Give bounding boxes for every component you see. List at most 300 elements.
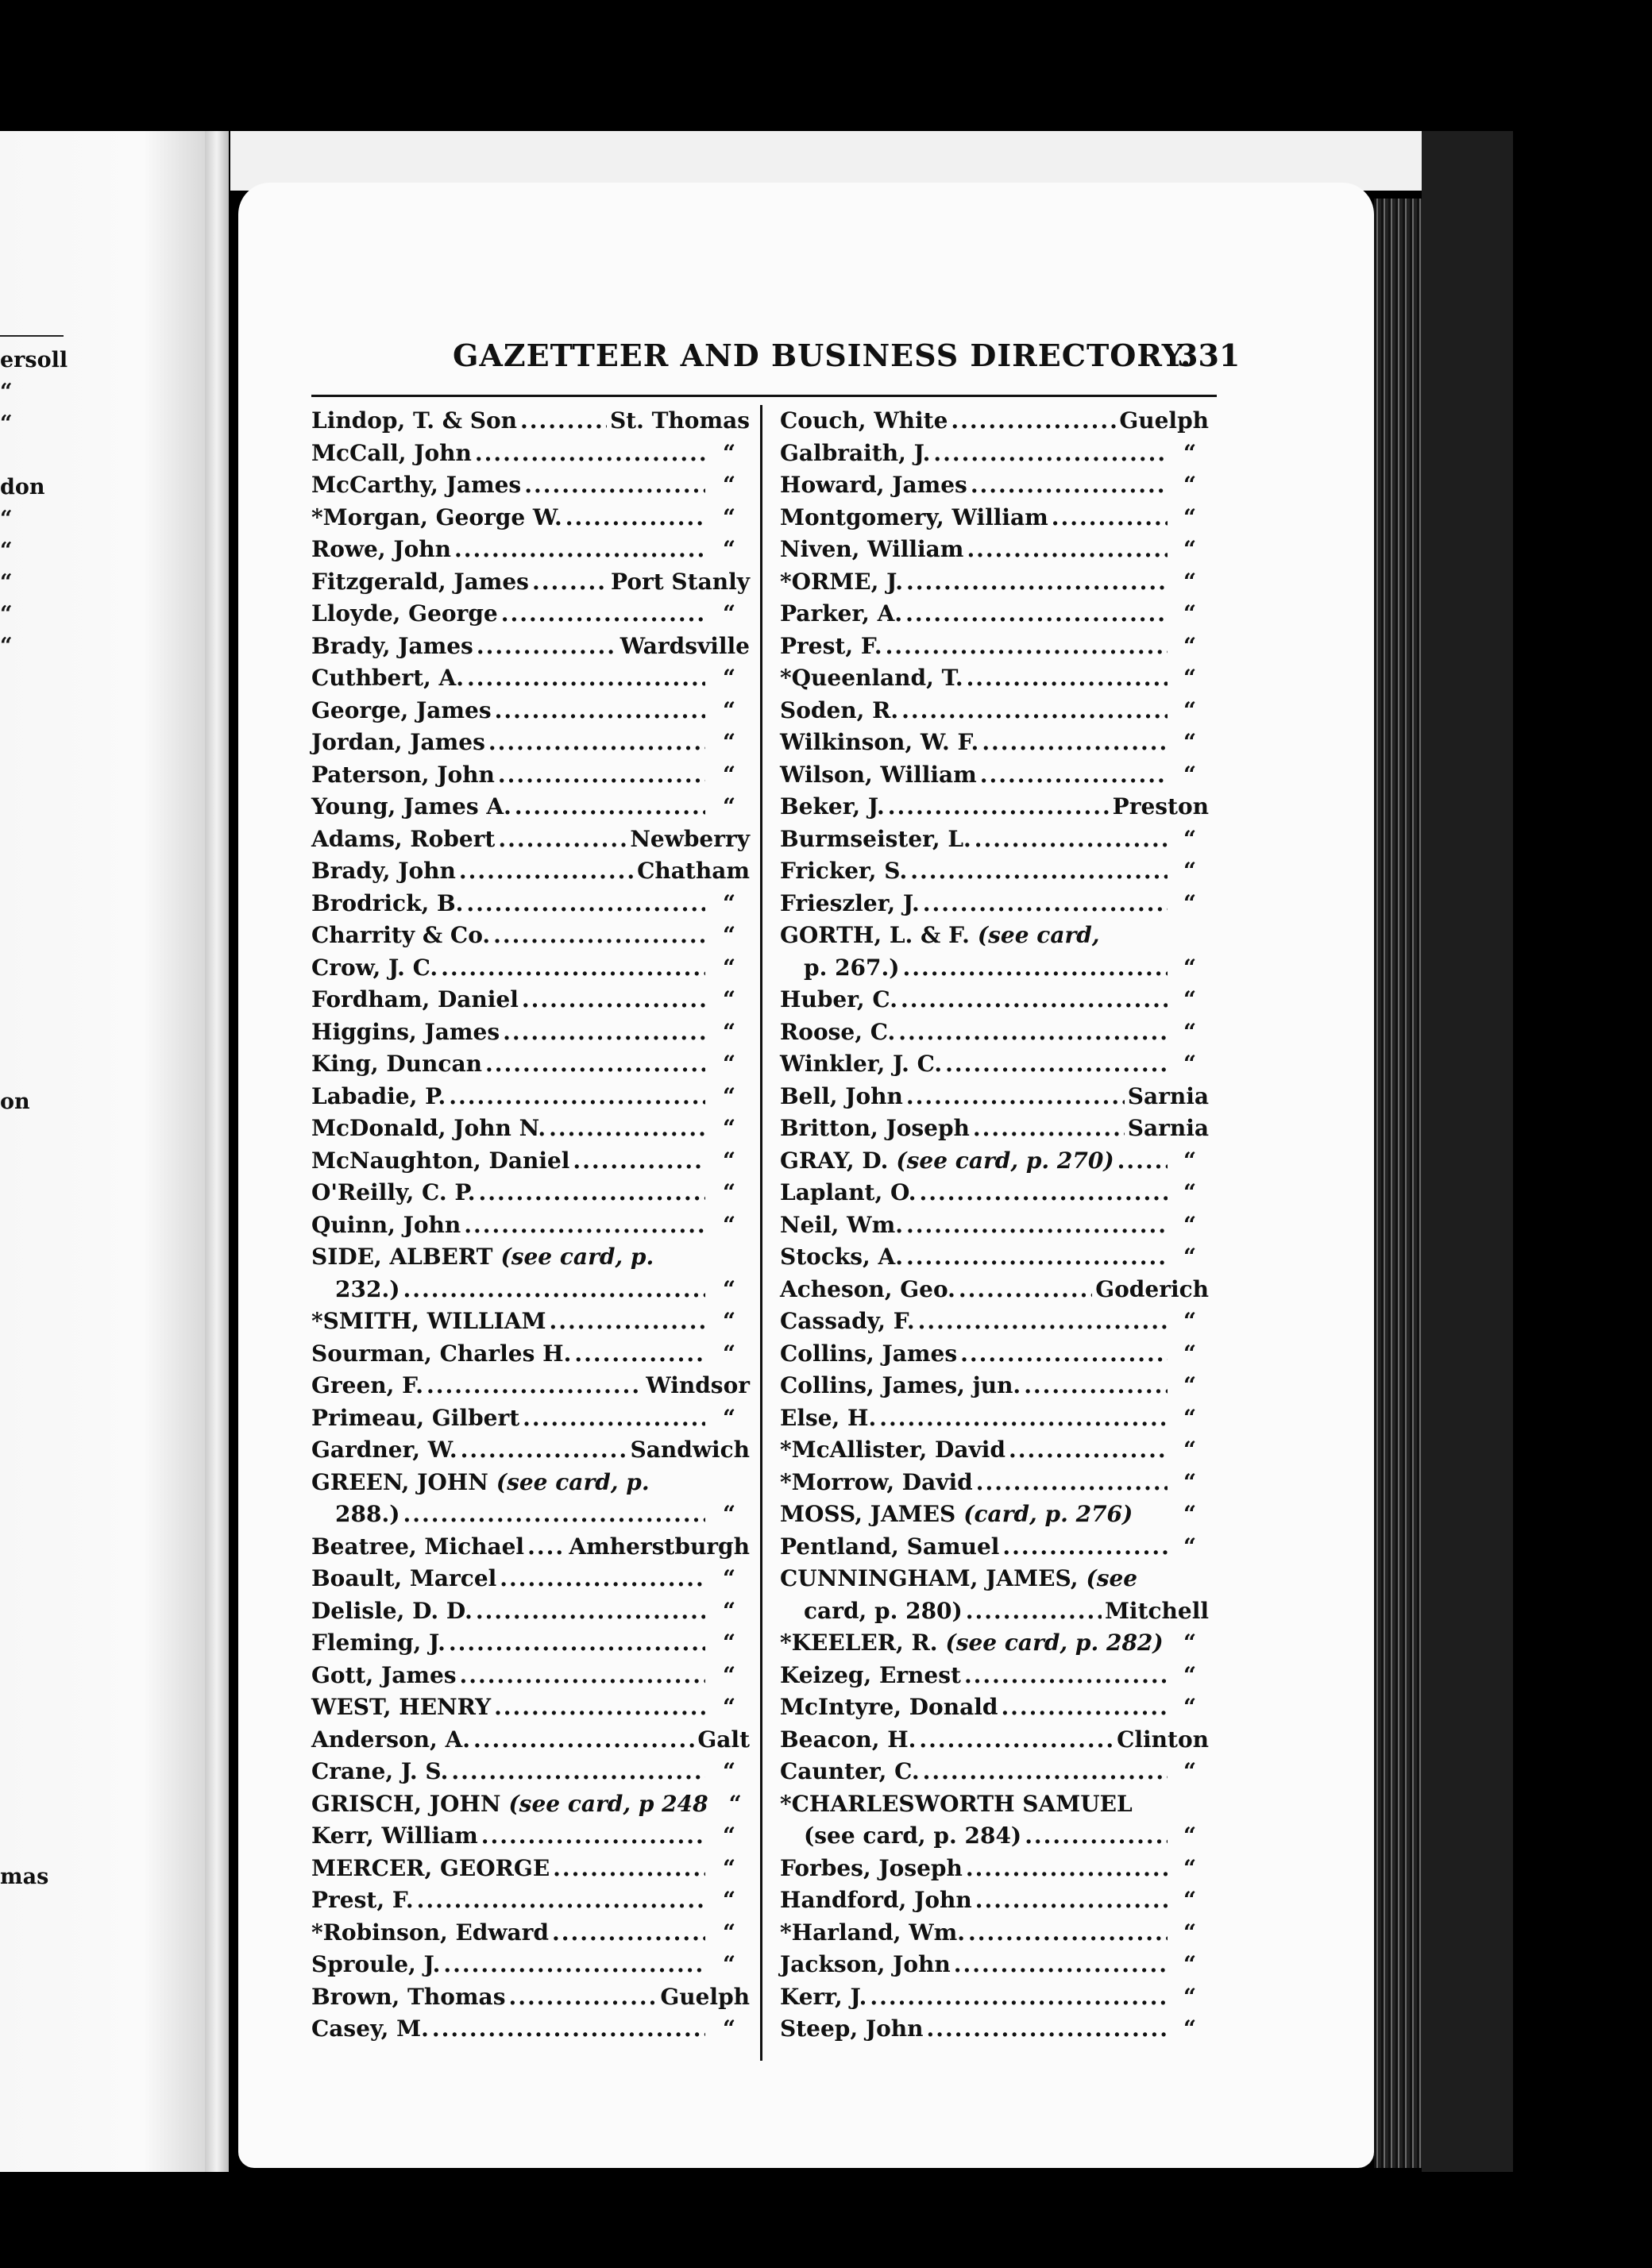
entry-name: Neil, Wm. bbox=[780, 1211, 903, 1238]
directory-entry bbox=[780, 1212, 1209, 1244]
dot-leader bbox=[403, 1501, 705, 1527]
dot-leader bbox=[460, 1662, 705, 1688]
entry-name: Charrity & Co. bbox=[311, 922, 491, 948]
entry-name: GRISCH, JOHN bbox=[311, 1790, 501, 1817]
entry-place: “ bbox=[1183, 1661, 1197, 1688]
directory-entry bbox=[780, 2015, 1209, 2048]
directory-entry bbox=[780, 922, 1209, 955]
dot-leader bbox=[515, 793, 705, 820]
dot-leader bbox=[919, 1726, 1114, 1753]
dot-leader bbox=[901, 697, 1168, 723]
directory-entry bbox=[780, 1276, 1209, 1309]
dot-leader bbox=[968, 1919, 1168, 1946]
entry-name: Sourman, Charles H. bbox=[311, 1340, 572, 1367]
entry-name: Young, James A. bbox=[311, 793, 511, 820]
directory-entry bbox=[780, 1244, 1209, 1276]
entry-name: Parker, A. bbox=[780, 600, 903, 627]
dot-leader bbox=[508, 1984, 657, 2010]
directory-entry bbox=[311, 1244, 750, 1276]
directory-entry bbox=[780, 986, 1209, 1019]
directory-entry bbox=[780, 762, 1209, 794]
dot-leader bbox=[473, 1726, 694, 1753]
entry-name: McDonald, John N. bbox=[311, 1115, 546, 1141]
dot-leader bbox=[552, 1919, 705, 1946]
directory-entry bbox=[780, 1662, 1209, 1695]
dot-leader bbox=[493, 922, 705, 948]
entry-place: “ bbox=[722, 1340, 736, 1367]
entry-place: “ bbox=[722, 1211, 736, 1238]
directory-entry bbox=[311, 1758, 750, 1791]
dot-leader bbox=[403, 1276, 705, 1302]
dot-leader bbox=[954, 1951, 1168, 1977]
directory-entry bbox=[311, 858, 750, 890]
dot-leader bbox=[971, 472, 1168, 498]
entry-place: “ bbox=[1183, 696, 1197, 723]
entry-place: “ bbox=[722, 600, 736, 627]
entry-place: “ bbox=[722, 1275, 736, 1302]
directory-entry bbox=[780, 1822, 1209, 1855]
entry-name: Couch, White bbox=[780, 407, 948, 434]
previous-page-rule bbox=[0, 335, 64, 337]
entry-place: “ bbox=[1183, 1919, 1197, 1946]
dot-leader bbox=[500, 1565, 705, 1591]
dot-leader bbox=[449, 1083, 705, 1109]
entry-place: “ bbox=[1183, 858, 1197, 884]
directory-entry bbox=[311, 1855, 750, 1888]
entry-place: “ bbox=[722, 1565, 736, 1591]
entry-place: “ bbox=[1183, 1308, 1197, 1334]
directory-entry bbox=[311, 1083, 750, 1116]
entry-name: *Morgan, George W. bbox=[311, 503, 562, 530]
dot-leader bbox=[980, 762, 1168, 788]
entry-name: (see card, p. 284) bbox=[804, 1822, 1022, 1849]
entry-place: “ bbox=[1183, 1244, 1197, 1270]
entry-name: Collins, James, jun. bbox=[780, 1372, 1021, 1398]
entry-name: *ORME, J. bbox=[780, 568, 903, 595]
entry-card-reference: (see card, p. bbox=[500, 1244, 654, 1270]
entry-place: “ bbox=[1183, 1758, 1197, 1784]
entry-name: GORTH, L. & F. bbox=[780, 922, 970, 948]
entry-name: Fleming, J. bbox=[311, 1630, 446, 1656]
previous-page-fragment-text: “ bbox=[0, 570, 13, 595]
directory-entry bbox=[311, 569, 750, 601]
dot-leader bbox=[467, 665, 705, 691]
dot-leader bbox=[966, 1598, 1102, 1624]
dot-leader bbox=[886, 633, 1168, 659]
entry-name: Casey, M. bbox=[311, 2015, 429, 2042]
entry-name: Brady, John bbox=[311, 858, 456, 884]
directory-entry bbox=[780, 1405, 1209, 1437]
dot-leader bbox=[451, 1758, 705, 1784]
directory-entry bbox=[311, 1822, 750, 1855]
dot-leader bbox=[466, 890, 705, 916]
entry-name: Cassady, F. bbox=[780, 1308, 915, 1334]
entry-place: “ bbox=[728, 1790, 742, 1817]
directory-entry bbox=[311, 1598, 750, 1630]
entry-name: Lindop, T. & Son bbox=[311, 407, 518, 434]
directory-entry bbox=[780, 1758, 1209, 1791]
dot-leader bbox=[565, 504, 705, 530]
entry-name: Burmseister, L. bbox=[780, 825, 971, 852]
directory-entry bbox=[780, 1308, 1209, 1340]
entry-place: “ bbox=[722, 1115, 736, 1141]
entry-card-reference: (see card, p. 282) bbox=[945, 1630, 1164, 1656]
entry-name: Beker, J. bbox=[780, 793, 885, 820]
entry-place: “ bbox=[722, 1018, 736, 1045]
dot-leader bbox=[475, 440, 705, 466]
entry-place: Port Stanly bbox=[611, 568, 750, 595]
dot-leader bbox=[966, 1855, 1168, 1881]
dot-leader bbox=[498, 826, 627, 852]
entry-place: “ bbox=[1183, 1051, 1197, 1077]
entry-name: Cuthbert, A. bbox=[311, 665, 464, 691]
directory-entry bbox=[780, 1533, 1209, 1566]
entry-name: McCarthy, James bbox=[311, 472, 522, 498]
dot-leader bbox=[479, 1179, 706, 1205]
directory-entry bbox=[311, 600, 750, 633]
previous-page-fragment-text: “ bbox=[0, 538, 13, 563]
header-rule bbox=[311, 395, 1217, 397]
dot-leader bbox=[1001, 1694, 1168, 1720]
entry-name: Galbraith, J. bbox=[780, 439, 931, 466]
entry-place: “ bbox=[1183, 1887, 1197, 1913]
directory-entry bbox=[780, 1565, 1209, 1598]
dot-leader bbox=[967, 536, 1168, 562]
directory-column-right bbox=[780, 407, 1209, 2048]
entry-name: Prest, F. bbox=[311, 1887, 414, 1913]
entry-name: Huber, C. bbox=[780, 986, 897, 1012]
entry-name: Collins, James bbox=[780, 1340, 958, 1367]
entry-name: Green, F. bbox=[311, 1372, 423, 1398]
dot-leader bbox=[443, 1951, 705, 1977]
dot-leader bbox=[906, 569, 1168, 595]
entry-place: “ bbox=[1183, 729, 1197, 755]
directory-entry bbox=[311, 1565, 750, 1598]
entry-place: Wardsville bbox=[620, 632, 750, 659]
previous-page-fragment-text: ersoll bbox=[0, 348, 68, 372]
dot-leader bbox=[933, 440, 1168, 466]
entry-name: *SMITH, WILLIAM bbox=[311, 1308, 546, 1334]
entry-place: “ bbox=[722, 1404, 736, 1431]
entry-name: MERCER, GEORGE bbox=[311, 1854, 550, 1881]
entry-name: Else, H. bbox=[780, 1404, 877, 1431]
directory-entry bbox=[780, 1887, 1209, 1919]
dot-leader bbox=[488, 729, 705, 755]
entry-name: McCall, John bbox=[311, 439, 472, 466]
directory-entry bbox=[311, 1340, 750, 1373]
entry-card-reference: (see card, p. 270) bbox=[896, 1147, 1114, 1174]
dot-leader bbox=[951, 407, 1116, 434]
directory-entry bbox=[311, 1372, 750, 1405]
entry-name: Labadie, P. bbox=[311, 1082, 446, 1109]
directory-column-left bbox=[311, 407, 750, 2048]
entry-place: “ bbox=[722, 1501, 736, 1527]
previous-page-fragment-text: “ bbox=[0, 602, 13, 627]
directory-entry bbox=[311, 2015, 750, 2048]
entry-place: “ bbox=[1183, 1630, 1197, 1656]
entry-name: Crane, J. S. bbox=[311, 1758, 449, 1784]
directory-entry bbox=[311, 890, 750, 923]
dot-leader bbox=[906, 1083, 1125, 1109]
entry-place: “ bbox=[1183, 1983, 1197, 2010]
entry-name: Lloyde, George bbox=[311, 600, 498, 627]
directory-entry bbox=[311, 1630, 750, 1662]
directory-entry bbox=[780, 600, 1209, 633]
entry-place: “ bbox=[722, 1887, 736, 1913]
entry-place: “ bbox=[722, 472, 736, 498]
directory-entry bbox=[311, 633, 750, 665]
entry-name: *McAllister, David bbox=[780, 1437, 1005, 1463]
dot-leader bbox=[1025, 1822, 1168, 1849]
entry-name: SIDE, ALBERT bbox=[311, 1244, 493, 1270]
entry-place: “ bbox=[1183, 1468, 1197, 1495]
entry-name: Beatree, Michael bbox=[311, 1533, 525, 1560]
entry-card-reference: (see card, bbox=[977, 922, 1100, 948]
directory-entry bbox=[311, 1694, 750, 1726]
directory-entry bbox=[780, 1148, 1209, 1180]
entry-place: “ bbox=[1183, 665, 1197, 691]
entry-name: Sproule, J. bbox=[311, 1951, 441, 1977]
directory-entry bbox=[780, 665, 1209, 697]
column-divider bbox=[760, 405, 762, 2061]
dot-leader bbox=[1052, 504, 1168, 530]
entry-name: Pentland, Samuel bbox=[780, 1533, 1000, 1560]
entry-place: “ bbox=[1183, 1404, 1197, 1431]
entry-place: “ bbox=[1183, 1533, 1197, 1560]
entry-name: *CHARLESWORTH SAMUEL bbox=[780, 1790, 1133, 1817]
entry-name: *Robinson, Edward bbox=[311, 1919, 549, 1946]
entry-name: Acheson, Geo. bbox=[780, 1275, 955, 1302]
entry-place: Sarnia bbox=[1127, 1082, 1209, 1109]
entry-name: card, p. 280) bbox=[804, 1597, 963, 1624]
dot-leader bbox=[441, 955, 705, 981]
entry-place: “ bbox=[1183, 536, 1197, 562]
dot-leader bbox=[888, 793, 1110, 820]
entry-name: CUNNINGHAM, JAMES, bbox=[780, 1565, 1079, 1591]
dot-leader bbox=[459, 858, 634, 884]
entry-name: King, Duncan bbox=[311, 1051, 482, 1077]
directory-entry bbox=[780, 633, 1209, 665]
directory-entry bbox=[311, 697, 750, 730]
entry-place: Preston bbox=[1112, 793, 1209, 820]
directory-entry bbox=[780, 1019, 1209, 1051]
dot-leader bbox=[945, 1051, 1168, 1077]
dot-leader bbox=[923, 890, 1168, 916]
entry-place: “ bbox=[1183, 1501, 1197, 1527]
entry-place: Guelph bbox=[1119, 407, 1209, 434]
dot-leader bbox=[454, 536, 705, 562]
entry-place: “ bbox=[722, 439, 736, 466]
dot-leader bbox=[417, 1887, 705, 1913]
dot-leader bbox=[494, 1694, 705, 1720]
directory-entry bbox=[780, 1951, 1209, 1984]
entry-place: “ bbox=[722, 1597, 736, 1624]
entry-name: Steep, John bbox=[780, 2015, 924, 2042]
directory-entry bbox=[311, 1437, 750, 1469]
directory-entry bbox=[780, 1179, 1209, 1212]
dot-leader bbox=[975, 1887, 1168, 1913]
dot-leader bbox=[960, 1340, 1168, 1367]
entry-name: Fordham, Daniel bbox=[311, 986, 519, 1012]
entry-name: Paterson, John bbox=[311, 761, 495, 788]
entry-place: “ bbox=[1183, 1822, 1197, 1849]
dot-leader bbox=[485, 1051, 705, 1077]
entry-place: “ bbox=[722, 1630, 736, 1656]
entry-place: “ bbox=[722, 1147, 736, 1174]
directory-entry bbox=[311, 1791, 750, 1823]
directory-entry bbox=[780, 890, 1209, 923]
directory-entry bbox=[780, 1372, 1209, 1405]
entry-name: Rowe, John bbox=[311, 536, 451, 562]
entry-name: Crow, J. C. bbox=[311, 954, 438, 981]
entry-place: Sarnia bbox=[1127, 1115, 1209, 1141]
directory-entry bbox=[311, 729, 750, 762]
entry-place: Sandwich bbox=[630, 1437, 750, 1463]
dot-leader bbox=[495, 697, 705, 723]
entry-name: Prest, F. bbox=[780, 632, 882, 659]
directory-entry bbox=[311, 1984, 750, 2016]
entry-name: Adams, Robert bbox=[311, 825, 496, 852]
entry-place: “ bbox=[1183, 1211, 1197, 1238]
directory-entry bbox=[311, 1051, 750, 1083]
entry-name: McNaughton, Daniel bbox=[311, 1147, 570, 1174]
entry-place: “ bbox=[1183, 600, 1197, 627]
entry-name: Niven, William bbox=[780, 536, 964, 562]
entry-name: Gardner, W. bbox=[311, 1437, 457, 1463]
entry-place: “ bbox=[1183, 1372, 1197, 1398]
entry-name: Wilkinson, W. F. bbox=[780, 729, 979, 755]
directory-entry bbox=[311, 762, 750, 794]
dot-leader bbox=[879, 1405, 1168, 1431]
entry-name: Stocks, A. bbox=[780, 1244, 904, 1270]
entry-place: “ bbox=[1183, 889, 1197, 916]
entry-name: *Morrow, David bbox=[780, 1468, 973, 1495]
entry-place: “ bbox=[722, 793, 736, 820]
directory-entry bbox=[311, 1019, 750, 1051]
entry-place: Newberry bbox=[630, 825, 750, 852]
entry-name: Beacon, H. bbox=[780, 1726, 917, 1753]
running-head: GAZETTEER AND BUSINESS DIRECTORY. bbox=[453, 338, 1192, 373]
entry-place: “ bbox=[722, 889, 736, 916]
dot-leader bbox=[1009, 1437, 1168, 1463]
entry-place: “ bbox=[1183, 1854, 1197, 1881]
entry-card-reference: (see bbox=[1086, 1565, 1138, 1591]
dot-leader bbox=[976, 1469, 1168, 1495]
entry-name: Brodrick, B. bbox=[311, 889, 464, 916]
dot-leader bbox=[927, 2015, 1168, 2042]
dot-leader bbox=[449, 1630, 705, 1656]
entry-name: GRAY, D. bbox=[780, 1147, 889, 1174]
dot-leader bbox=[464, 1212, 705, 1238]
directory-entry bbox=[780, 1598, 1209, 1630]
dot-leader bbox=[573, 1148, 705, 1174]
directory-entry bbox=[311, 1115, 750, 1148]
entry-place: “ bbox=[1183, 1340, 1197, 1367]
dot-leader bbox=[503, 1019, 705, 1045]
entry-name: Forbes, Joseph bbox=[780, 1854, 963, 1881]
entry-name: Winkler, J. C. bbox=[780, 1051, 943, 1077]
directory-entry bbox=[311, 407, 750, 440]
entry-place: “ bbox=[1183, 472, 1197, 498]
entry-place: Chatham bbox=[637, 858, 750, 884]
directory-entry bbox=[780, 1630, 1209, 1662]
entry-place: “ bbox=[1183, 1694, 1197, 1720]
entry-place: “ bbox=[722, 1051, 736, 1077]
directory-entry bbox=[311, 1887, 750, 1919]
dot-leader bbox=[432, 2015, 705, 2042]
directory-entry bbox=[311, 1501, 750, 1533]
entry-place: “ bbox=[722, 954, 736, 981]
entry-place: Clinton bbox=[1117, 1726, 1209, 1753]
directory-entry bbox=[780, 1051, 1209, 1083]
dot-leader bbox=[903, 955, 1168, 981]
dot-leader bbox=[477, 633, 617, 659]
entry-name: Boault, Marcel bbox=[311, 1565, 497, 1591]
directory-entry bbox=[311, 1308, 750, 1340]
directory-entry bbox=[311, 1212, 750, 1244]
dot-leader bbox=[973, 1115, 1125, 1141]
directory-entry bbox=[311, 536, 750, 569]
entry-place: Windsor bbox=[646, 1372, 750, 1398]
entry-name: MOSS, JAMES bbox=[780, 1501, 956, 1527]
entry-place: “ bbox=[1183, 1147, 1197, 1174]
dot-leader bbox=[959, 1276, 1092, 1302]
entry-place: Goderich bbox=[1095, 1275, 1209, 1302]
dot-leader bbox=[1024, 1372, 1168, 1398]
directory-entry bbox=[780, 858, 1209, 890]
entry-place: “ bbox=[722, 536, 736, 562]
entry-place: “ bbox=[722, 503, 736, 530]
dot-leader bbox=[964, 1662, 1168, 1688]
entry-place: “ bbox=[1183, 1951, 1197, 1977]
previous-page-fragment-text: mas bbox=[0, 1865, 49, 1889]
entry-name: Kerr, J. bbox=[780, 1983, 867, 2010]
directory-entry bbox=[311, 440, 750, 472]
entry-name: Wilson, William bbox=[780, 761, 977, 788]
entry-place: “ bbox=[722, 665, 736, 691]
dot-leader bbox=[975, 826, 1168, 852]
entry-name: p. 267.) bbox=[804, 954, 900, 981]
directory-entry bbox=[311, 1405, 750, 1437]
entry-place: “ bbox=[722, 1854, 736, 1881]
dot-leader bbox=[522, 986, 705, 1012]
dot-leader bbox=[481, 1822, 705, 1849]
dot-leader bbox=[461, 1437, 627, 1463]
entry-place: “ bbox=[722, 1694, 736, 1720]
entry-place: “ bbox=[1183, 986, 1197, 1012]
dot-leader bbox=[520, 407, 607, 434]
entry-name: Caunter, C. bbox=[780, 1758, 920, 1784]
dot-leader bbox=[982, 729, 1168, 755]
directory-entry bbox=[311, 1726, 750, 1759]
entry-place: Guelph bbox=[660, 1983, 750, 2010]
entry-place: “ bbox=[722, 1919, 736, 1946]
directory-entry bbox=[780, 440, 1209, 472]
directory-entry bbox=[311, 955, 750, 987]
directory-entry bbox=[311, 1662, 750, 1695]
entry-place: “ bbox=[722, 1758, 736, 1784]
directory-entry bbox=[780, 1340, 1209, 1373]
page-number: 331 bbox=[1177, 338, 1241, 373]
entry-name: Jordan, James bbox=[311, 729, 485, 755]
entry-card-reference: (see card, p 248 bbox=[508, 1790, 708, 1817]
directory-entry bbox=[780, 1919, 1209, 1952]
dot-leader bbox=[906, 1244, 1168, 1270]
entry-place: “ bbox=[722, 1308, 736, 1334]
entry-name: *KEELER, R. bbox=[780, 1630, 938, 1656]
directory-entry bbox=[311, 1179, 750, 1212]
directory-entry bbox=[311, 504, 750, 537]
